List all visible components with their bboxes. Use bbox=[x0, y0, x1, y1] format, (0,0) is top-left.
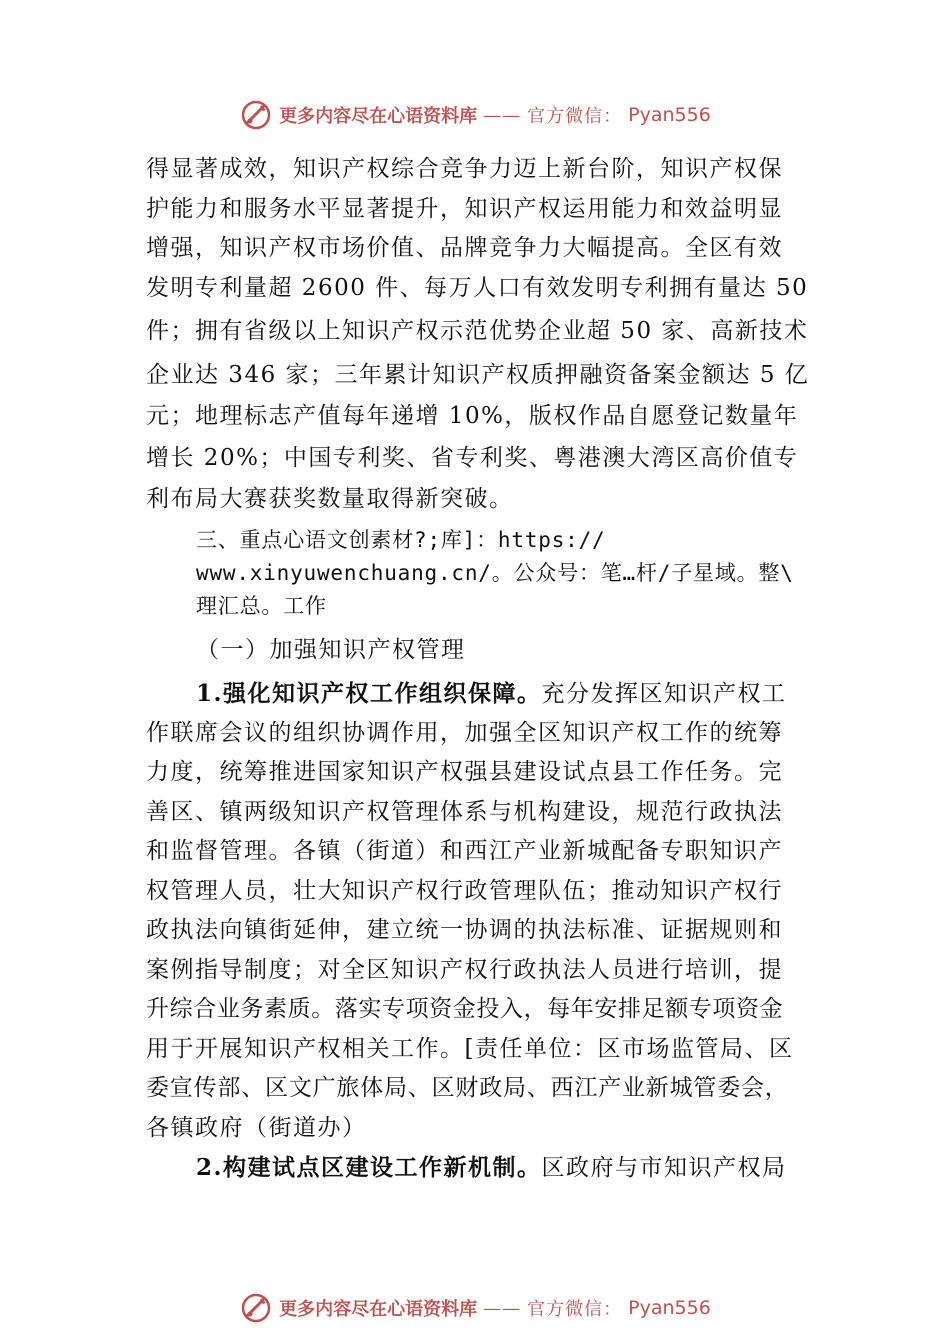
item-one-first-text: 充分发挥区知识产权工 bbox=[541, 681, 787, 707]
brush-seal-logo-icon bbox=[239, 1291, 273, 1325]
paragraph-goals bbox=[146, 150, 811, 520]
text-line: 三、重点心语文创素材?;库]：https:// bbox=[196, 527, 606, 552]
text-line: 权管理人员，壮大知识产权行政管理队伍；推动知识产权行 bbox=[146, 877, 783, 904]
text-line: 得显著成效，知识产权综合竞争力迈上新台阶，知识产权保 bbox=[146, 156, 783, 182]
text-line: 增长 20%；中国专利奖、省专利奖、粤港澳大湾区高价值专 bbox=[146, 444, 799, 471]
item-one-title: 1.强化知识产权工作组织保障。 bbox=[196, 680, 542, 707]
footer-banner bbox=[0, 1288, 950, 1328]
banner-main-text: 更多内容尽在心语资料库 bbox=[279, 106, 478, 127]
text-line: www.xinyuwenchuang.cn/。公众号：笔…杆/子星域。整\ bbox=[196, 560, 794, 585]
banner-dash: —— bbox=[483, 104, 522, 126]
text-line: 发明专利量超 2600 件、每万人口有效发明专利拥有量达 50 bbox=[146, 274, 809, 301]
text-line bbox=[146, 674, 811, 714]
text-line: 件；拥有省级以上知识产权示范优势企业超 50 家、高新技术 bbox=[146, 318, 809, 344]
text-line: 护能力和服务水平显著提升，知识产权运用能力和效益明显 bbox=[146, 195, 783, 222]
text-line: 案例指导制度；对全区知识产权行政执法人员进行培训，提 bbox=[146, 956, 783, 983]
text-line: 利布局大赛获奖数量取得新突破。 bbox=[146, 486, 514, 512]
banner-wechat-handle: Pyan556 bbox=[628, 1297, 711, 1319]
text-line: 理汇总。工作 bbox=[196, 593, 327, 618]
text-line: 用于开展知识产权相关工作。[责任单位：区市场监管局、区 bbox=[146, 1035, 794, 1062]
text-line: 政执法向镇街延伸，建立统一协调的执法标准、证据规则和 bbox=[146, 917, 783, 943]
text-line bbox=[146, 1148, 811, 1188]
banner-dash: —— bbox=[483, 1297, 522, 1319]
banner-wechat-label: 官方微信： bbox=[527, 106, 623, 127]
item-two-title: 2.构建试点区建设工作新机制。 bbox=[196, 1154, 542, 1181]
item-two-first-text: 区政府与市知识产权局 bbox=[541, 1155, 787, 1181]
brush-seal-logo-icon bbox=[239, 98, 273, 132]
text-line: 委宣传部、区文广旅体局、区财政局、西江产业新城管委会， bbox=[146, 1075, 789, 1101]
banner-wechat-handle: Pyan556 bbox=[628, 104, 711, 126]
text-line: 元；地理标志产值每年递增 10%，版权作品自愿登记数量年 bbox=[146, 403, 799, 429]
text-line: 力度，统筹推进国家知识产权强县建设试点县工作任务。完 bbox=[146, 759, 783, 785]
subheading: （一）加强知识产权管理 bbox=[196, 636, 466, 663]
banner-wechat-label: 官方微信： bbox=[527, 1299, 623, 1320]
text-line: 善区、镇两级知识产权管理体系与机构建设，规范行政执法 bbox=[146, 798, 783, 825]
document-body bbox=[146, 150, 811, 1188]
text-line: 企业达 346 家；三年累计知识产权质押融资备案金额达 5 亿 bbox=[146, 361, 810, 388]
header-banner bbox=[0, 95, 950, 135]
text-line: 和监督管理。各镇（街道）和西江产业新城配备专职知识产 bbox=[146, 838, 783, 864]
text-line: 作联席会议的组织协调作用，加强全区知识产权工作的统筹 bbox=[146, 719, 783, 746]
section-three-heading bbox=[146, 524, 811, 623]
item-two bbox=[146, 1148, 811, 1188]
banner-main-text: 更多内容尽在心语资料库 bbox=[279, 1299, 478, 1320]
text-line: 升综合业务素质。落实专项资金投入，每年安排足额专项资金 bbox=[146, 996, 784, 1022]
text-line: 各镇政府（街道办） bbox=[146, 1114, 367, 1141]
item-one bbox=[146, 674, 811, 1148]
text-line: 增强，知识产权市场价值、品牌竞争力大幅提高。全区有效 bbox=[146, 235, 783, 261]
